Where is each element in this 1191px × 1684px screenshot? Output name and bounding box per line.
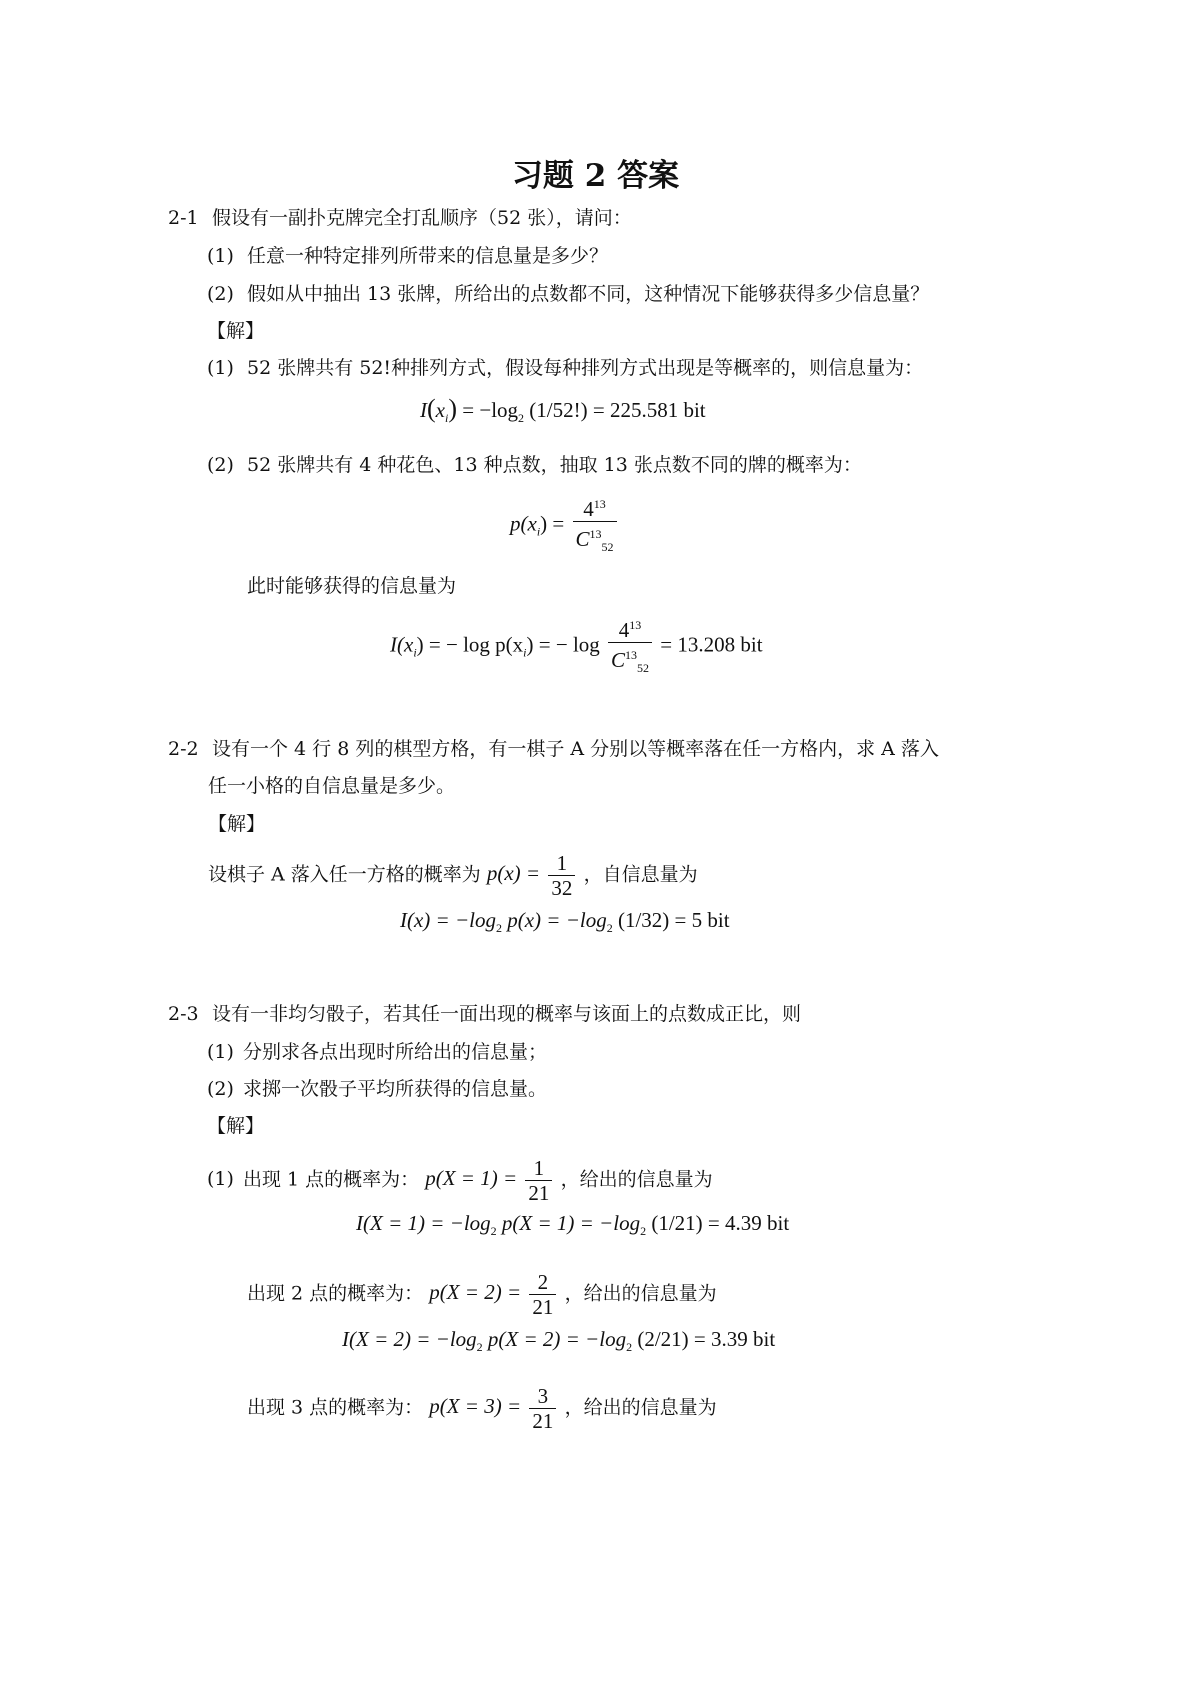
- problem-number: 2-1: [168, 207, 199, 229]
- problem-2-1-q2: [207, 281, 929, 307]
- eq-subscript: i: [523, 645, 527, 660]
- fraction: [608, 613, 652, 680]
- eq-text: = −log: [462, 398, 519, 422]
- fraction: [525, 1156, 552, 1205]
- eq-result: = 225.581 bit: [592, 398, 706, 422]
- item-text: 52 张牌共有 4 种花色、13 种点数，抽取 13 张点数不同的牌的概率为：: [247, 454, 862, 476]
- eq-text: I(X = 1) = −log: [356, 1211, 491, 1235]
- item-number: (1): [207, 1041, 234, 1063]
- frac-numerator: 4: [583, 497, 594, 521]
- eq-text: p(X = 3) =: [429, 1394, 522, 1419]
- fraction: [573, 492, 617, 559]
- eq-superscript: 13: [593, 497, 606, 511]
- frac-numerator: 2: [529, 1270, 556, 1295]
- item-number: (2): [207, 1078, 234, 1100]
- item-number: (2): [207, 283, 234, 305]
- equation-2-3-1: [356, 1211, 789, 1239]
- problem-2-3-a1: [207, 1156, 713, 1205]
- frac-denominator: C: [611, 648, 626, 672]
- item-text: ，自信息量为: [583, 863, 698, 886]
- problem-2-2-question-cont: 任一小格的自信息量是多少。: [208, 775, 456, 797]
- eq-text: p(X = 1) =: [425, 1166, 518, 1191]
- solution-label: 【解】: [207, 1115, 265, 1137]
- eq-symbol: x: [435, 398, 445, 422]
- inline-equation: [425, 1156, 560, 1205]
- item-number: (1): [207, 245, 234, 267]
- eq-result: = 3.39 bit: [693, 1327, 776, 1351]
- eq-subscript: 2: [606, 921, 613, 936]
- eq-subscript: 2: [640, 1224, 647, 1239]
- equation-2-2-1: [400, 908, 730, 936]
- problem-2-1-a2: [207, 452, 862, 478]
- item-text: 假如从中抽出 13 张牌，所给出的点数都不同，这种情况下能够获得多少信息量？: [247, 283, 930, 305]
- problem-2-1-question: [168, 205, 632, 231]
- frac-numerator: 3: [529, 1384, 556, 1409]
- item-text: ，给出的信息量为: [564, 1396, 717, 1419]
- eq-text: ) = − log p(x: [416, 632, 524, 657]
- eq-text: I(X = 2) = −log: [342, 1327, 477, 1351]
- eq-text: I(x) = −log: [400, 908, 496, 932]
- eq-result: = 4.39 bit: [707, 1211, 790, 1235]
- eq-subscript: 2: [518, 411, 525, 426]
- eq-subscript: 2: [490, 1224, 497, 1239]
- item-text: ，给出的信息量为: [560, 1168, 713, 1191]
- problem-2-3-q1: [207, 1039, 547, 1065]
- problem-number: 2-3: [168, 1003, 199, 1025]
- item-text: 52 张牌共有 52!种排列方式，假设每种排列方式出现是等概率的，则信息量为：: [247, 357, 924, 379]
- item-number: (2): [207, 454, 234, 476]
- eq-subscript: 52: [601, 540, 614, 555]
- problem-2-2-question: [168, 736, 939, 762]
- equation-2-1-1: $I(x_i) = -\log_2$ (1/52!) = 225.581 bit: [420, 394, 706, 426]
- inline-equation: [429, 1384, 564, 1433]
- frac-numerator: 1: [525, 1156, 552, 1181]
- problem-2-2-a1: [208, 851, 698, 900]
- eq-text: (1/21): [651, 1211, 703, 1235]
- question-text: 设有一个 4 行 8 列的棋型方格，有一棋子 A 分别以等概率落在任一方格内，求 A 落入: [212, 738, 939, 760]
- frac-denominator: 21: [528, 1181, 550, 1205]
- solution-label: 【解】: [208, 813, 266, 835]
- problem-2-3-a2: [247, 1270, 717, 1319]
- item-text: ，给出的信息量为: [564, 1282, 717, 1305]
- item-text: 出现 1 点的概率为：: [243, 1168, 420, 1191]
- eq-superscript: 13: [629, 618, 642, 632]
- eq-subscript: i: [445, 411, 449, 426]
- eq-subscript: i: [536, 524, 541, 539]
- fraction: [529, 1270, 556, 1319]
- eq-text: p(X = 1) = −log: [501, 1211, 641, 1235]
- question-text: 假设有一副扑克牌完全打乱顺序（52 张），请问：: [212, 207, 632, 229]
- frac-numerator: 1: [548, 851, 575, 876]
- problem-2-1-a1: [207, 355, 923, 381]
- inline-equation: [486, 851, 584, 900]
- problem-2-1-q1: [207, 243, 608, 269]
- fraction: [529, 1384, 556, 1433]
- frac-denominator: C: [575, 527, 590, 551]
- eq-subscript: 2: [476, 1340, 483, 1355]
- eq-text: ) = − log: [526, 632, 600, 657]
- item-text: 出现 2 点的概率为：: [247, 1282, 424, 1305]
- item-number: (1): [207, 357, 234, 379]
- problem-2-3-a3: [247, 1384, 717, 1433]
- eq-result: = 5 bit: [674, 908, 730, 932]
- eq-text: p(x) =: [486, 861, 541, 886]
- equation-2-3-2: [342, 1327, 775, 1355]
- frac-denominator: 32: [551, 876, 573, 900]
- eq-result: = 13.208 bit: [660, 632, 763, 657]
- eq-text: (1/52!): [529, 398, 588, 422]
- equation-2-1-2: [510, 492, 620, 559]
- problem-2-3-question: [168, 1001, 801, 1027]
- item-text: 出现 3 点的概率为：: [247, 1396, 424, 1419]
- problem-2-3-q2: [207, 1076, 547, 1102]
- eq-text: p(x) = −log: [507, 908, 607, 932]
- item-text: 任意一种特定排列所带来的信息量是多少？: [247, 245, 609, 267]
- eq-subscript: i: [413, 645, 417, 660]
- eq-text: ) =: [540, 511, 565, 536]
- item-text: 分别求各点出现时所给出的信息量；: [243, 1041, 548, 1063]
- problem-2-1-a2-note: 此时能够获得的信息量为: [247, 575, 457, 597]
- solution-label: 【解】: [207, 320, 265, 342]
- eq-subscript: 52: [637, 661, 650, 676]
- eq-text: p(X = 2) =: [429, 1280, 522, 1305]
- eq-superscript: 13: [589, 527, 602, 541]
- frac-numerator: 4: [618, 618, 630, 642]
- problem-number: 2-2: [168, 738, 199, 760]
- question-text: 设有一非均匀骰子，若其任一面出现的概率与该面上的点数成正比，则: [212, 1003, 802, 1025]
- item-text: 求掷一次骰子平均所获得的信息量。: [243, 1078, 548, 1100]
- equation-2-1-3: [390, 613, 763, 680]
- eq-text: (1/32): [617, 908, 670, 932]
- item-text: 设棋子 A 落入任一方格的概率为: [208, 863, 481, 886]
- eq-subscript: 2: [626, 1340, 633, 1355]
- eq-text: p(x: [510, 511, 537, 536]
- eq-symbol: I: [420, 398, 427, 422]
- eq-text: p(X = 2) = −log: [487, 1327, 627, 1351]
- inline-equation: [429, 1270, 564, 1319]
- eq-text: (2/21): [637, 1327, 689, 1351]
- eq-text: I(x: [390, 632, 414, 657]
- eq-superscript: 13: [625, 648, 638, 662]
- fraction: [548, 851, 575, 900]
- frac-denominator: 21: [532, 1409, 554, 1433]
- frac-denominator: 21: [532, 1295, 554, 1319]
- eq-subscript: 2: [495, 921, 502, 936]
- page-title: 习题 2 答案: [511, 158, 680, 194]
- item-number: (1): [207, 1168, 234, 1191]
